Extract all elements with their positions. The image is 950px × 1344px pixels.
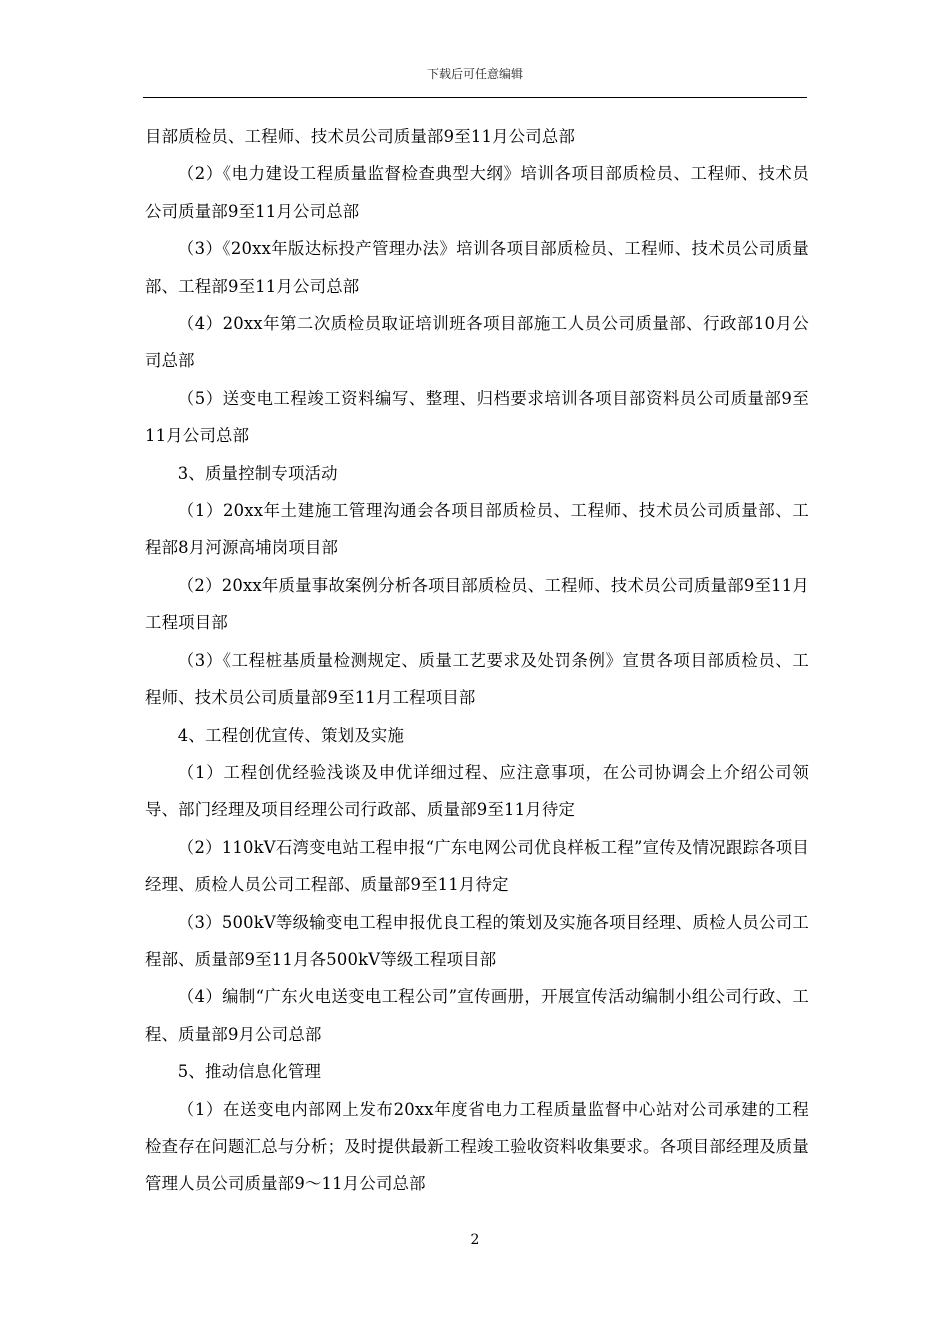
paragraph: （3）500kV等级输变电工程申报优良工程的策划及实施各项目经理、质检人员公司工程部、质量部9至11月各500kV等级工程项目部 [145, 912, 809, 969]
paragraph: （5）送变电工程竣工资料编写、整理、归档要求培训各项目部资料员公司质量部9至11月公司总部 [145, 388, 809, 446]
paragraph: （3）《工程桩基质量检测规定、质量工艺要求及处罚条例》宣贯各项目部质检员、工程师、技术员公司质量部9至11月工程项目部 [145, 650, 809, 708]
paragraph: （1）在送变电内部网上发布20xx年度省电力工程质量监督中心站对公司承建的工程检查存在问题汇总与分析；及时提供最新工程竣工验收资料收集要求。各项目部经理及质量管理人员公司质量部9～11月公司总部 [145, 1099, 809, 1194]
paragraph: （4）20xx年第二次质检员取证培训班各项目部施工人员公司质量部、行政部10月公司总部 [145, 314, 809, 371]
section-heading: 4、工程创优宣传、策划及实施 [177, 725, 405, 745]
paragraph: （3）《20xx年版达标投产管理办法》培训各项目部质检员、工程师、技术员公司质量部、工程部9至11月公司总部 [145, 239, 809, 296]
paragraph: （2）《电力建设工程质量监督检查典型大纲》培训各项目部质检员、工程师、技术员公司质量部9至11月公司总部 [145, 164, 809, 221]
document-body [145, 118, 809, 1203]
section-heading: 5、推动信息化管理 [177, 1062, 322, 1082]
page-header: 下载后可任意编辑 [426, 67, 523, 81]
paragraph: （2）110kV石湾变电站工程申报“广东电网公司优良样板工程”宣传及情况跟踪各项目经理、质检人员公司工程部、质量部9至11月待定 [145, 837, 809, 895]
paragraph: 目部质检员、工程师、技术员公司质量部9至11月公司总部 [145, 127, 576, 146]
paragraph: （1）20xx年土建施工管理沟通会各项目部质检员、工程师、技术员公司质量部、工程部8月河源高埔岗项目部 [145, 501, 809, 558]
header-divider [143, 97, 807, 98]
page-number: 2 [470, 1232, 480, 1248]
paragraph: （2）20xx年质量事故案例分析各项目部质检员、工程师、技术员公司质量部9至11月工程项目部 [145, 575, 809, 633]
paragraph: （4）编制“广东火电送变电工程公司”宣传画册，开展宣传活动编制小组公司行政、工程、质量部9月公司总部 [145, 987, 809, 1044]
paragraph: （1）工程创优经验浅谈及申优详细过程、应注意事项，在公司协调会上介绍公司领导、部门经理及项目经理公司行政部、质量部9至11月待定 [145, 762, 809, 820]
section-heading: 3、质量控制专项活动 [177, 463, 338, 483]
